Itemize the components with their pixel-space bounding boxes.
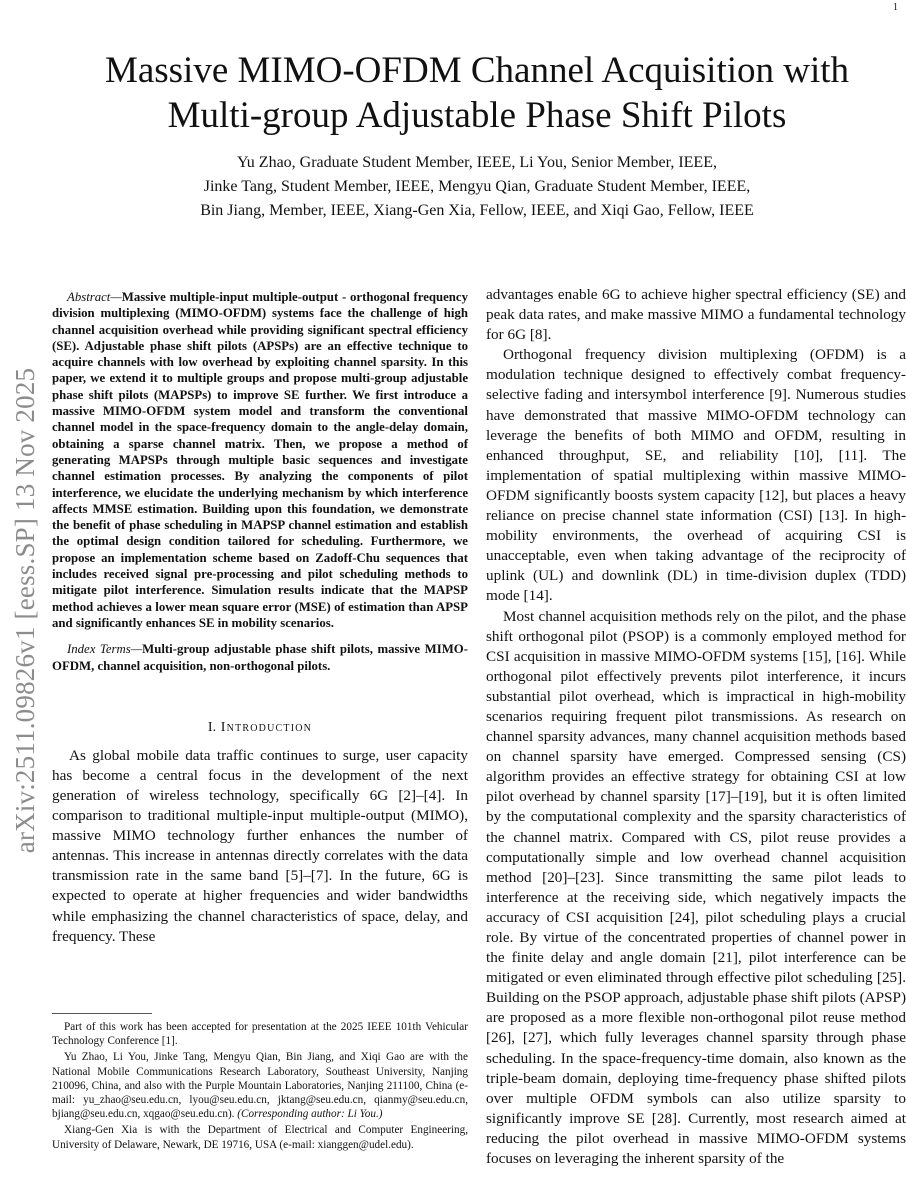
section-title: Introduction xyxy=(220,719,313,735)
right-paragraph-1: advantages enable 6G to achieve higher spectral efficiency (SE) and peak data rates, and make massive MIMO a fundamental technology for 6G [8]. xyxy=(486,286,906,344)
footnote-divider xyxy=(52,1013,152,1014)
intro-paragraph-1: As global mobile data traffic continues to surge, user capacity has become a central focus in the development of the next generation of wireless technology, specifically 6G [2]–[4]. In comparison to traditional multiple-input multiple-output (MIMO), massive MIMO technology further enhances the number of antennas. This increase in antennas directly correlates with the data transmission rate in the same band [5]–[7]. In the future, 6G is expected to operate at higher frequencies and wider bandwidths while emphasizing the channel characteristics of space, delay, and frequency. These xyxy=(52,746,468,945)
author-list xyxy=(60,151,894,223)
title-block xyxy=(60,48,894,223)
right-paragraph-3: Most channel acquisition methods rely on the pilot, and the phase shift orthogonal pilot (PSOP) is a commonly employed method for CSI acquisition in massive MIMO-OFDM systems [15], [16]. While orthogonal pilot effectively prevents pilot interference, it incurs substantial pilot overhead, which is impractical in high-mobility scenarios requiring frequent pilot transmissions. As research on channel sparsity advances, many channel acquisition methods based on channel sparsity have emerged. Compressed sensing (CS) algorithm provides an effective strategy for obtaining CSI at low pilot overhead by channel sparsity [17]–[19], but it is often limited by the computational complexity and the sparsity characteristics of the channel matrix. Compared with CS, pilot reuse provides a computationally simple and low overhead channel acquisition method [20]–[23]. Since transmitting the same pilot leads to interference at the receiving side, which negatively impacts the accuracy of CSI acquisition [24], pilot scheduling plays a crucial role. By virtue of the concentrated properties of channel power in the finite delay and angle domain [21], pilot interference can be mitigated or even eliminated through effective pilot scheduling [25]. Building on the PSOP approach, adjustable phase shift pilots (APSP) are proposed as a more flexible non-orthogonal pilot reuse method [26], [27], which fully leverages channel sparsity through phase scheduling. In the space-frequency-time domain, also known as the triple-beam domain, deploying time-frequency phase shifted pilots over multiple OFDM symbols can also utilize sparsity to significantly improve SE [28]. Currently, most research aimed at reducing the pilot overhead in massive MIMO-OFDM systems focuses on leveraging the inherent sparsity of the xyxy=(486,607,906,1168)
author-line-2: Jinke Tang, Student Member, IEEE, Mengyu Qian, Graduate Student Member, IEEE, xyxy=(203,178,751,195)
author-line-1: Yu Zhao, Graduate Student Member, IEEE, Li You, Senior Member, IEEE, xyxy=(237,154,717,171)
section-heading xyxy=(52,720,468,736)
abstract-text: Massive multiple-input multiple-output - orthogonal frequency division multiplexing (MIMO-OFDM) systems face the challenge of high channel acquisition overhead while providing significant spectral efficiency (SE). Adjustable phase shift pilots (APSPs) are an effective technique to acquire channels with low overhead by exploiting channel sparsity. In this paper, we extend it to multiple groups and propose multi-group adjustable phase shift pilots (MAPSPs) to improve SE further. We first introduce a massive MIMO-OFDM system model and transform the conventional channel model in the space-frequency domain to the angle-delay domain, obtaining a sparse channel matrix. Then, we propose a method of generating MAPSPs through multiple basic sequences and investigate channel estimation processes. By analyzing the components of pilot interference, we elucidate the underlying mechanism by which interference affects MMSE estimation. Building upon this foundation, we demonstrate the benefit of phase scheduling in MAPSP channel estimation and establish the optimal design condition tailored for scheduling. Furthermore, we propose an implementation scheme based on Zadoff-Chu sequences that includes received signal pre-processing and pilot scheduling methods to mitigate pilot interference. Simulation results indicate that the MAPSP method achieves a lower mean square error (MSE) of estimation than APSP and significantly enhances SE in mobility scenarios. xyxy=(52,290,468,630)
right-column xyxy=(486,285,906,1169)
footnotes xyxy=(52,1020,468,1154)
footnote-affiliation-1 xyxy=(52,1050,468,1121)
title-line-2: Multi-group Adjustable Phase Shift Pilots xyxy=(167,95,787,136)
left-column xyxy=(52,289,468,947)
right-paragraph-2: Orthogonal frequency division multiplexing (OFDM) is a modulation technique designed to effectively combat frequency-selective fading and intersymbol interference [9]. Numerous studies have demonstrated that massive MIMO-OFDM technology can leverage the benefits of both MIMO and OFDM, resulting in enhanced throughput, SE, and reliability [10], [11]. The implementation of spatial multiplexing within massive MIMO-OFDM significantly boosts system capacity [12], but places a heavy reliance on precise channel state information (CSI) [13]. In high-mobility environments, the overhead of acquiring CSI is unacceptable, even when taking advantage of the reciprocity of uplink (UL) and downlink (DL) in time-division duplex (TDD) mode [14]. xyxy=(486,346,906,605)
index-terms-label: Index Terms— xyxy=(67,642,143,657)
paper-title xyxy=(60,48,894,138)
section-number: I. xyxy=(207,719,217,735)
author-line-3: Bin Jiang, Member, IEEE, Xiang-Gen Xia, Fellow, IEEE, and Xiqi Gao, Fellow, IEEE xyxy=(200,202,754,219)
index-terms-text: Multi-group adjustable phase shift pilots, massive MIMO-OFDM, channel acquisition, non-orthogonal pilots. xyxy=(52,642,468,673)
footnote-affiliation-1-text: Yu Zhao, Li You, Jinke Tang, Mengyu Qian, Bin Jiang, and Xiqi Gao are with the National Mobile Communications Research Laboratory, Southeast University, Nanjing 210096, China, and also with the Purple Mountain Laboratories, Nanjing 211100, China (e-mail: yu_zhao@seu.edu.cn, lyou@seu.edu.cn, jktang@seu.edu.cn, qianmy@seu.edu.cn, bjiang@seu.edu.cn, xqgao@seu.edu.cn). xyxy=(52,1051,468,1121)
arxiv-id: arXiv:2511.09826v1 [eess.SP] 13 Nov 2025 xyxy=(10,367,41,853)
footnote-affiliation-2: Xiang-Gen Xia is with the Department of Electrical and Computer Engineering, University of Delaware, Newark, DE 19716, USA (e-mail: xianggen@udel.edu). xyxy=(52,1124,468,1151)
page-number: 1 xyxy=(893,2,898,13)
index-terms xyxy=(52,641,468,674)
abstract-label: Abstract— xyxy=(67,290,122,304)
footnote-conference: Part of this work has been accepted for presentation at the 2025 IEEE 101th Vehicular Technology Conference [1]. xyxy=(52,1021,468,1048)
arxiv-stamp xyxy=(6,300,46,920)
title-line-1: Massive MIMO-OFDM Channel Acquisition with xyxy=(104,50,850,91)
abstract xyxy=(52,289,468,631)
corresponding-author: (Corresponding author: Li You.) xyxy=(237,1108,383,1121)
